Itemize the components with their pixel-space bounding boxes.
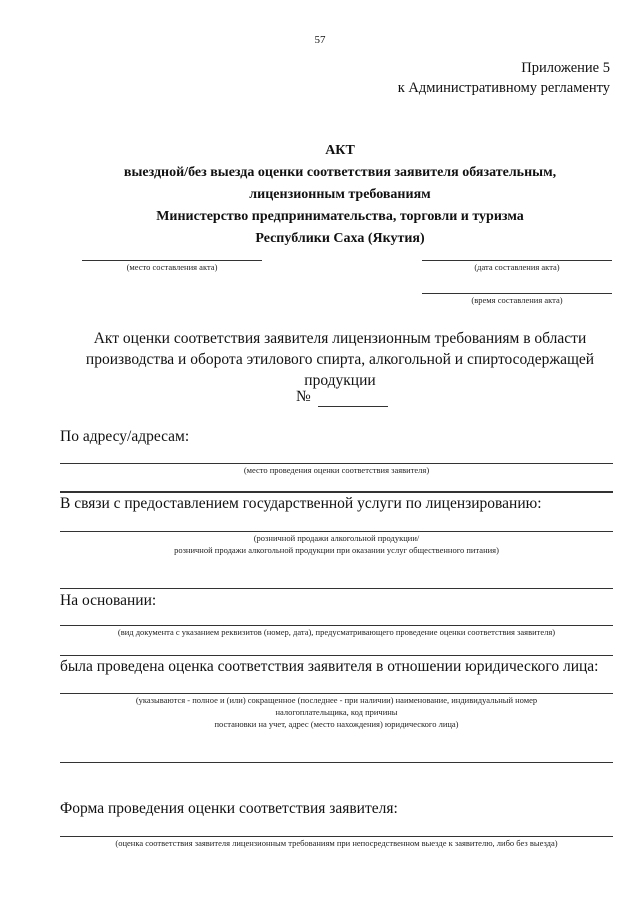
entity-caption-2: налогоплательщика, код причины bbox=[275, 707, 398, 717]
title-line-3: лицензионным требованиям bbox=[249, 187, 431, 202]
address-field-line[interactable] bbox=[60, 463, 613, 464]
title-line-5: Республики Саха (Якутия) bbox=[255, 231, 425, 246]
title-line-2: выездной/без выезда оценки соответствия заявителя обязательным, bbox=[123, 165, 557, 180]
number-sign: № bbox=[296, 388, 311, 405]
basis-top-rule bbox=[60, 588, 613, 589]
title-line-1: АКТ bbox=[325, 143, 355, 158]
form-field-line[interactable] bbox=[60, 836, 613, 837]
act-heading-line-1: Акт оценки соответствия заявителя лицензионным требованиям в области bbox=[93, 330, 587, 347]
entity-extra-line[interactable] bbox=[60, 762, 613, 763]
page-number: 57 bbox=[314, 34, 326, 46]
form-label: Форма проведения оценки соответствия заявителя: bbox=[60, 800, 398, 817]
appendix-line-2: к Административному регламенту bbox=[397, 80, 610, 96]
document-title bbox=[60, 140, 620, 250]
date-field-line[interactable] bbox=[422, 260, 612, 261]
basis-field-line[interactable] bbox=[60, 625, 613, 626]
act-heading bbox=[80, 328, 600, 391]
service-field-line[interactable] bbox=[60, 531, 613, 532]
time-caption: (время составления акта) bbox=[471, 295, 563, 305]
appendix-block bbox=[398, 58, 610, 98]
entity-field-line[interactable] bbox=[60, 693, 613, 694]
entity-label: была проведена оценка соответствия заявителя в отношении юридического лица: bbox=[60, 658, 599, 675]
date-caption: (дата составления акта) bbox=[474, 262, 560, 272]
place-caption: (место составления акта) bbox=[126, 262, 218, 272]
appendix-line-1: Приложение 5 bbox=[521, 60, 610, 76]
service-label: В связи с предоставлением государственной услуги по лицензированию: bbox=[60, 495, 542, 512]
entity-top-rule bbox=[60, 655, 613, 656]
act-heading-line-3: продукции bbox=[304, 372, 376, 389]
entity-caption-1: (указываются - полное и (или) сокращенное (последнее - при наличии) наименование, индивидуальный номер bbox=[135, 695, 538, 705]
time-field-line[interactable] bbox=[422, 293, 612, 294]
service-top-rule bbox=[60, 491, 613, 493]
address-label: По адресу/адресам: bbox=[60, 428, 190, 445]
basis-label: На основании: bbox=[60, 592, 157, 609]
act-number-field-line[interactable] bbox=[318, 406, 388, 407]
entity-caption-3: постановки на учет, адрес (место нахождения) юридического лица) bbox=[214, 719, 459, 729]
form-caption: (оценка соответствия заявителя лицензионным требованиям при непосредственном выезде к заявителю, либо без выезда) bbox=[115, 838, 558, 848]
title-line-4: Министерство предпринимательства, торговли и туризма bbox=[156, 209, 524, 224]
address-caption: (место проведения оценки соответствия заявителя) bbox=[243, 465, 430, 475]
act-heading-line-2: производства и оборота этилового спирта, алкогольной и спиртосодержащей bbox=[85, 351, 595, 368]
service-caption-2: розничной продажи алкогольной продукции при оказании услуг общественного питания) bbox=[174, 545, 499, 555]
basis-caption: (вид документа с указанием реквизитов (номер, дата), предусматривающего проведение оценки соответствия заявителя) bbox=[117, 627, 556, 637]
service-caption-1: (розничной продажи алкогольной продукции/ bbox=[253, 533, 420, 543]
place-field-line[interactable] bbox=[82, 260, 262, 261]
